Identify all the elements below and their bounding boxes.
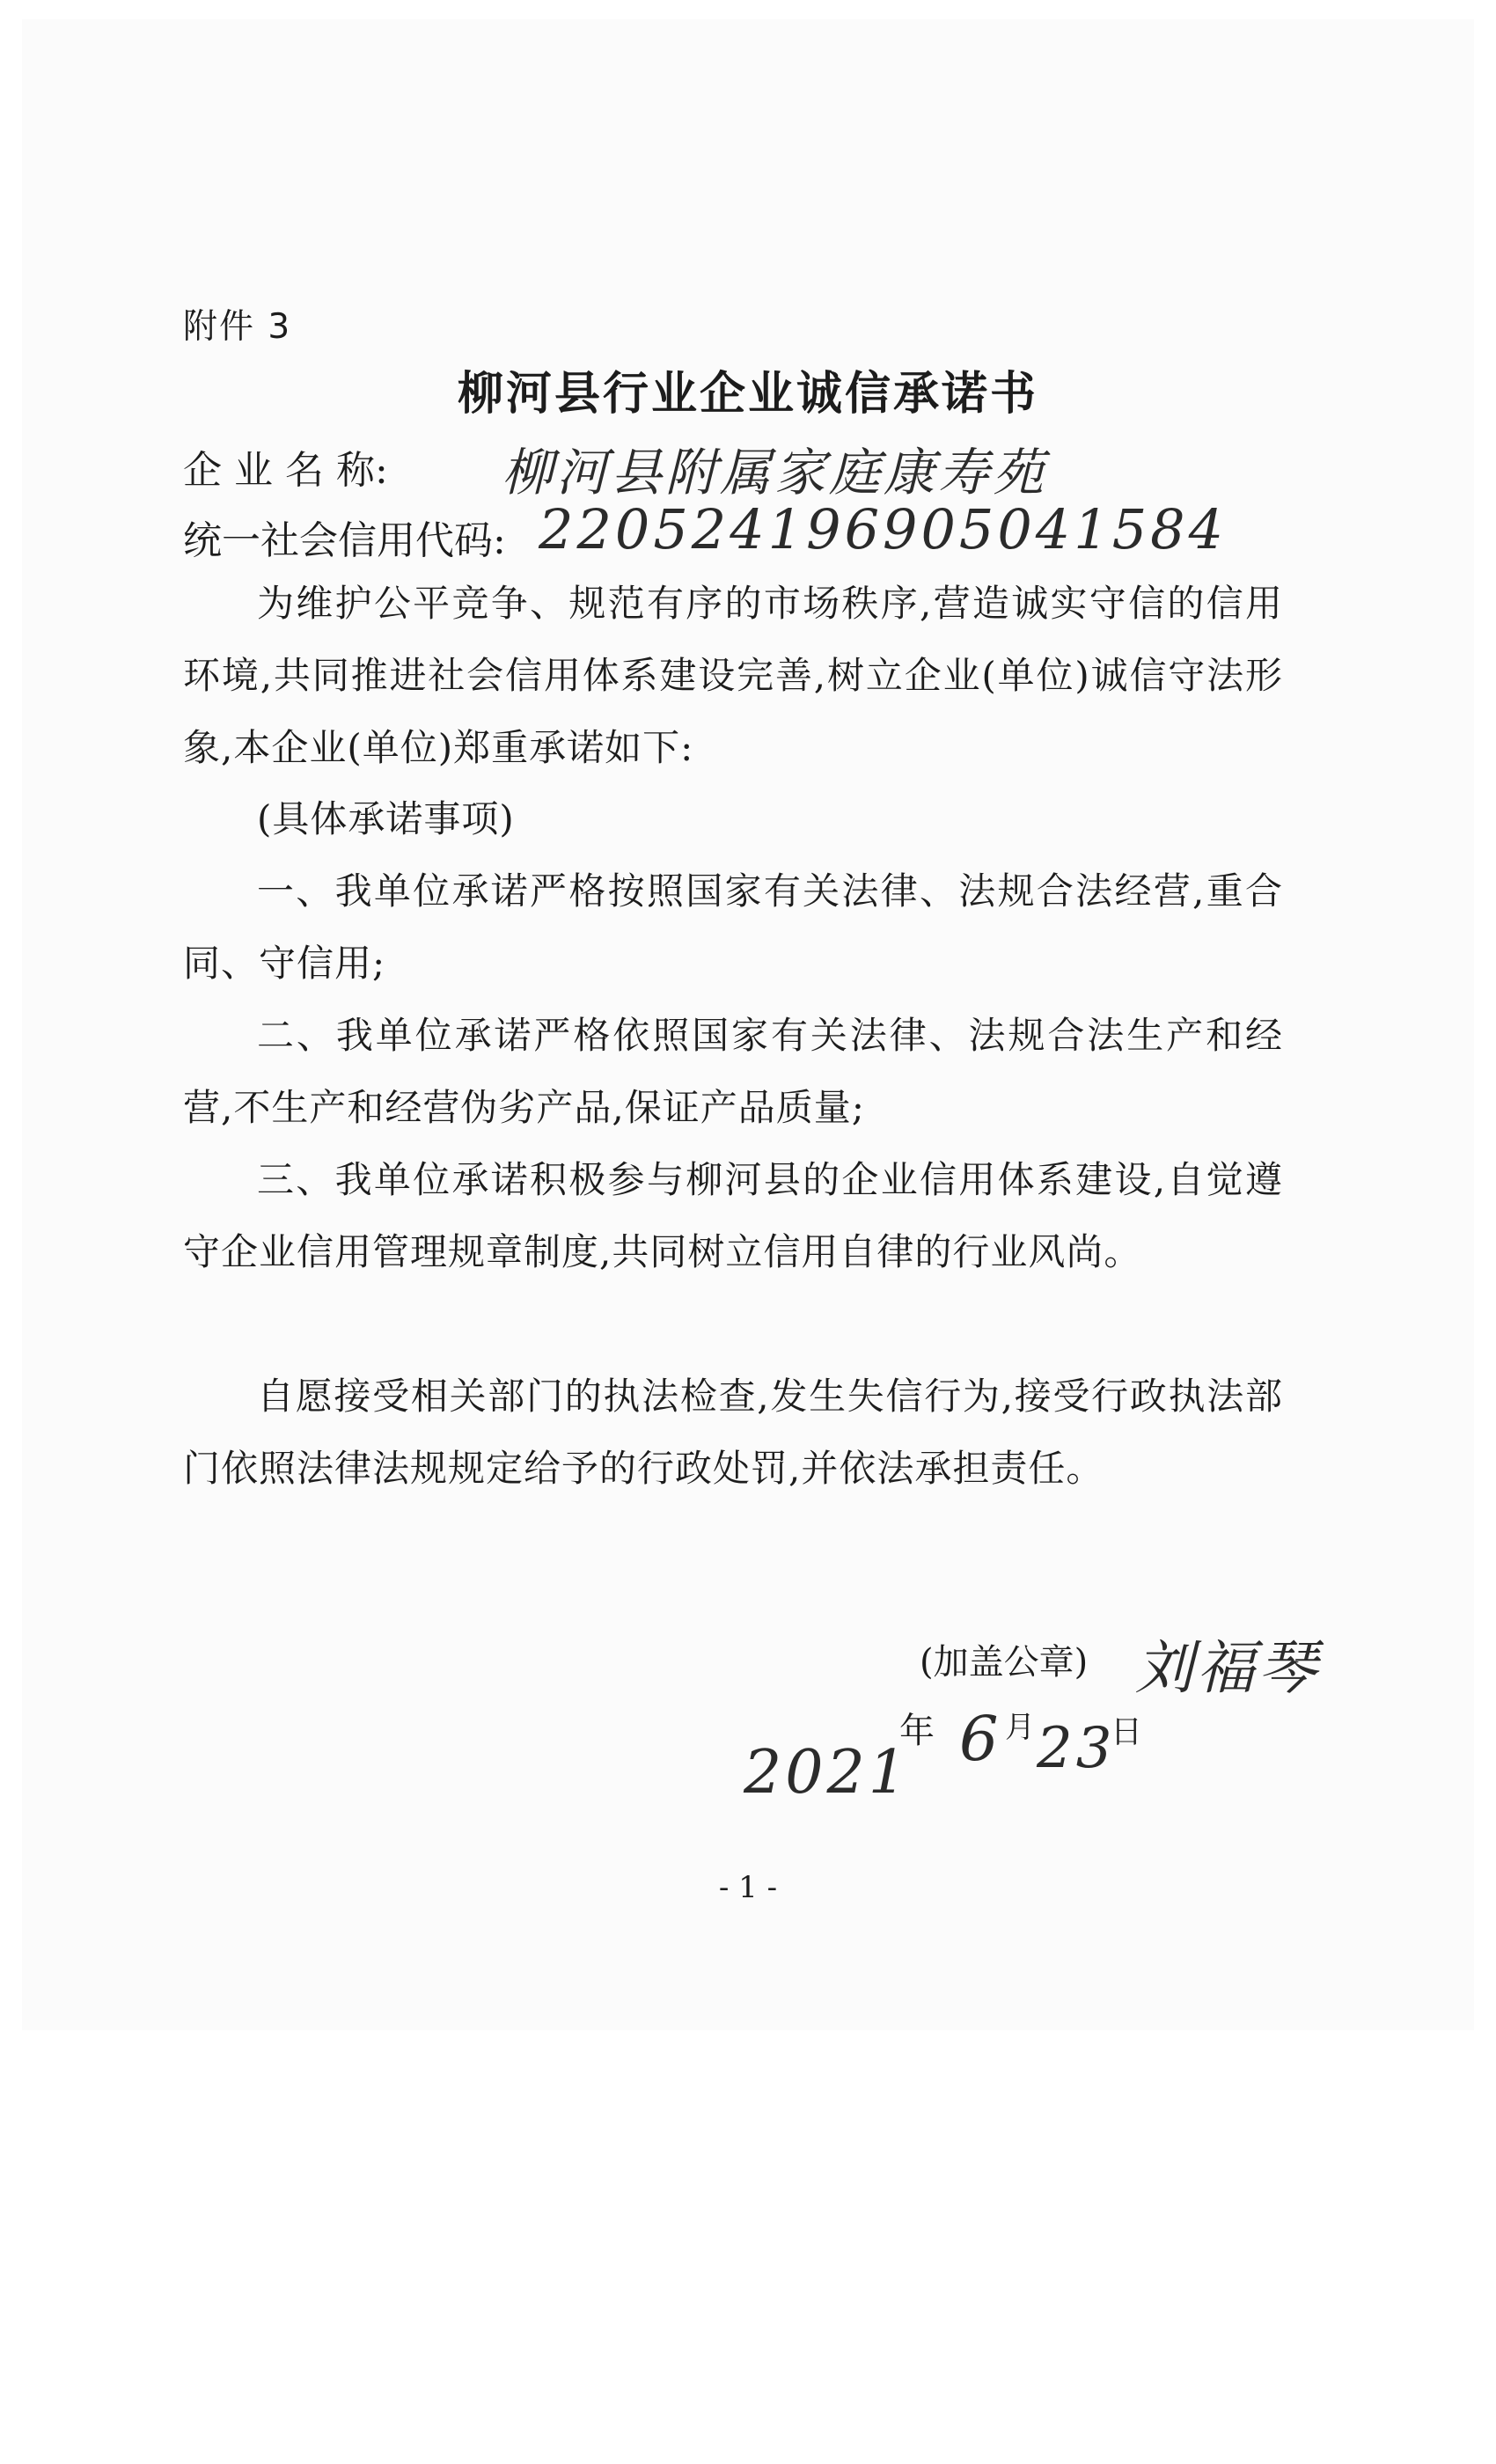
page-number: - 1 - — [718, 1870, 778, 1905]
intro-paragraph: 为维护公平竞争、规范有序的市场秩序,营造诚实守信的信用环境,共同推进社会信用体系建设完善,树立企业(单位)诚信守法形象,本企业(单位)郑重承诺如下: — [183, 582, 1283, 769]
date-month-unit: 月 — [1005, 1710, 1035, 1745]
company-name-label: 企 业 名 称: — [183, 448, 388, 493]
date-month-handwritten: 6 — [959, 1703, 1002, 1775]
seal-label: (加盖公章) — [920, 1642, 1089, 1683]
company-name-handwritten: 柳河县附属家庭康寿苑 — [502, 443, 1048, 502]
handwritten-signature: 刘福琴 — [1135, 1634, 1320, 1702]
attachment-label: 附件 3 — [183, 307, 292, 347]
credit-code-label: 统一社会信用代码: — [183, 518, 506, 563]
date-day-unit: 日 — [1111, 1714, 1143, 1750]
credit-code-handwritten: 220524196905041584 — [539, 497, 1228, 561]
commitment-item-3: 三、我单位承诺积极参与柳河县的企业信用体系建设,自觉遵守企业信用管理规章制度,共同树立信用自律的行业风尚。 — [183, 1158, 1283, 1273]
date-year-unit: 年 — [899, 1711, 935, 1751]
document-title: 柳河县行业企业诚信承诺书 — [457, 367, 1038, 421]
closing-paragraph: 自愿接受相关部门的执法检查,发生失信行为,接受行政执法部门依照法律法规规定给予的行政处罚,并依法承担责任。 — [183, 1375, 1283, 1490]
commitment-item-1: 一、我单位承诺严格按照国家有关法律、法规合法经营,重合同、守信用; — [183, 869, 1283, 985]
date-year-handwritten: 2021 — [744, 1738, 911, 1808]
items-heading: (具体承诺事项) — [257, 797, 515, 840]
date-day-handwritten: 23 — [1037, 1716, 1116, 1781]
commitment-item-2: 二、我单位承诺严格依照国家有关法律、法规合法生产和经营,不生产和经营伪劣产品,保证产品质量; — [183, 1014, 1283, 1129]
